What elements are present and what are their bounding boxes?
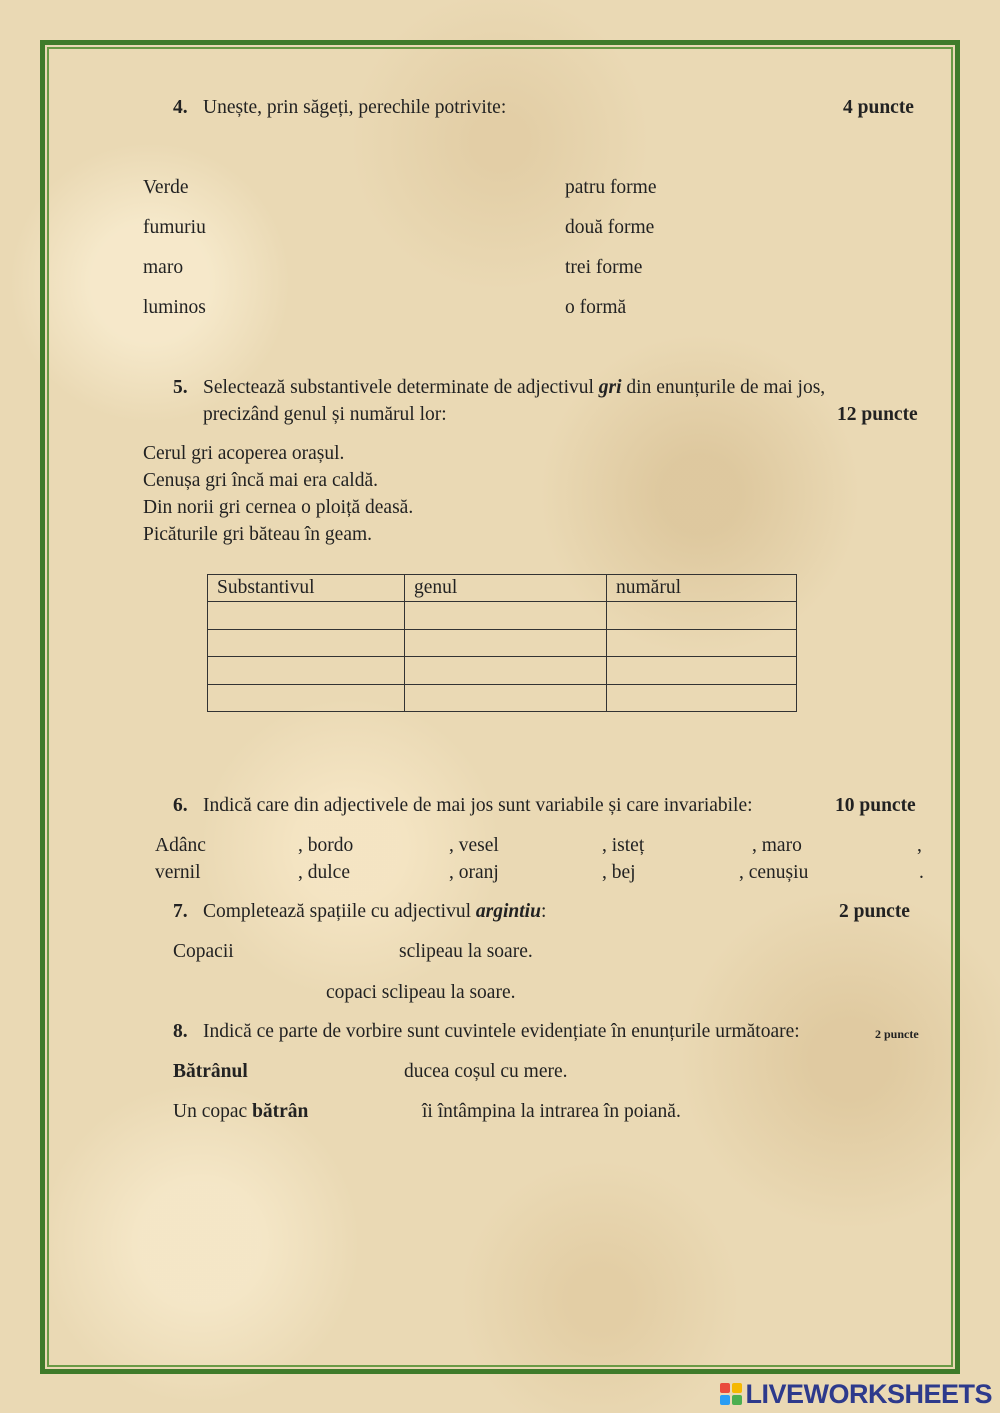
answer-cell[interactable] xyxy=(405,629,607,656)
answer-cell[interactable] xyxy=(607,657,797,684)
table-row xyxy=(208,602,797,629)
q4-right-item[interactable]: două forme xyxy=(565,217,655,238)
q5-number: 5. xyxy=(173,377,188,398)
q8-instruction: Indică ce parte de vorbire sunt cuvintele evidențiate în enunțurile următoare: xyxy=(203,1021,800,1042)
q6-word[interactable]: vernil xyxy=(155,862,201,883)
q6-word[interactable]: , cenușiu xyxy=(739,862,809,883)
q4-right-item[interactable]: o formă xyxy=(565,297,627,318)
q6-punctuation: . xyxy=(919,862,924,883)
table-header-cell: Substantivul xyxy=(208,575,405,602)
table-row xyxy=(208,657,797,684)
q7-number: 7. xyxy=(173,901,188,922)
q4-right-item[interactable]: trei forme xyxy=(565,257,643,278)
q7-sentence1-end: sclipeau la soare. xyxy=(399,941,533,962)
answer-cell[interactable] xyxy=(405,602,607,629)
q6-points: 10 puncte xyxy=(835,795,916,816)
table-header-cell: genul xyxy=(405,575,607,602)
answer-cell[interactable] xyxy=(405,684,607,711)
q4-left-item[interactable]: Verde xyxy=(143,177,189,198)
q7-instruction: Completează spațiile cu adjectivul argintiu: xyxy=(203,901,547,922)
q6-word[interactable]: , bej xyxy=(602,862,636,883)
q7-sentence1-start: Copacii xyxy=(173,941,234,962)
q6-word[interactable]: , dulce xyxy=(298,862,350,883)
q6-word[interactable]: , vesel xyxy=(449,835,499,856)
answer-cell[interactable] xyxy=(405,657,607,684)
logo-icon xyxy=(720,1383,742,1405)
q8-highlighted-word: Bătrânul xyxy=(173,1061,248,1082)
table-header-cell: numărul xyxy=(607,575,797,602)
q4-points: 4 puncte xyxy=(843,97,914,118)
q5-points: 12 puncte xyxy=(837,404,918,425)
answer-cell[interactable] xyxy=(208,657,405,684)
q7-keyword: argintiu xyxy=(475,901,541,922)
q6-word[interactable]: , maro xyxy=(752,835,802,856)
q8-sentence1-rest: ducea coșul cu mere. xyxy=(404,1061,568,1082)
q8-sentence2-start: Un copac bătrân xyxy=(173,1101,309,1122)
q5-sentence: Picăturile gri băteau în geam. xyxy=(143,524,373,545)
q6-punctuation: , xyxy=(917,835,922,856)
q7-sentence2: copaci sclipeau la soare. xyxy=(326,982,516,1003)
table-row xyxy=(208,629,797,656)
q5-instruction: Selectează substantivele determinate de adjectivul gri din enunțurile de mai jos, xyxy=(203,377,826,398)
q5-sentence: Cerul gri acoperea orașul. xyxy=(143,443,345,464)
q5-sentence: Cenușa gri încă mai era caldă. xyxy=(143,470,378,491)
table-header-row xyxy=(208,575,797,602)
q6-word[interactable]: , oranj xyxy=(449,862,499,883)
q5-answer-table xyxy=(207,574,797,712)
answer-cell[interactable] xyxy=(208,684,405,711)
q6-instruction: Indică care din adjectivele de mai jos sunt variabile și care invariabile: xyxy=(203,795,753,816)
q5-keyword: gri xyxy=(598,377,622,398)
q8-sentence2-rest: îi întâmpina la intrarea în poiană. xyxy=(422,1101,681,1122)
q6-number: 6. xyxy=(173,795,188,816)
q4-left-item[interactable]: luminos xyxy=(143,297,206,318)
table-row xyxy=(208,684,797,711)
answer-cell[interactable] xyxy=(208,602,405,629)
q7-points: 2 puncte xyxy=(839,901,910,922)
q5-instruction-line2: precizând genul și numărul lor: xyxy=(203,404,447,425)
q8-highlighted-word: bătrân xyxy=(252,1101,309,1122)
q8-points: 2 puncte xyxy=(875,1027,919,1041)
answer-cell[interactable] xyxy=(208,629,405,656)
q4-instruction: Unește, prin săgeți, perechile potrivite: xyxy=(203,97,507,118)
q4-number: 4. xyxy=(173,97,188,118)
q6-word[interactable]: , bordo xyxy=(298,835,354,856)
liveworksheets-logo[interactable] xyxy=(720,1379,992,1409)
q4-left-item[interactable]: fumuriu xyxy=(143,217,206,238)
answer-cell[interactable] xyxy=(607,602,797,629)
q5-sentence: Din norii gri cernea o ploiță deasă. xyxy=(143,497,414,518)
q8-number: 8. xyxy=(173,1021,188,1042)
answer-cell[interactable] xyxy=(607,684,797,711)
q6-word[interactable]: Adânc xyxy=(155,835,206,856)
answer-cell[interactable] xyxy=(607,629,797,656)
logo-text: LIVEWORKSHEETS xyxy=(745,1378,992,1409)
q4-left-item[interactable]: maro xyxy=(143,257,184,278)
q6-word[interactable]: , isteț xyxy=(602,835,645,856)
q4-right-item[interactable]: patru forme xyxy=(565,177,657,198)
